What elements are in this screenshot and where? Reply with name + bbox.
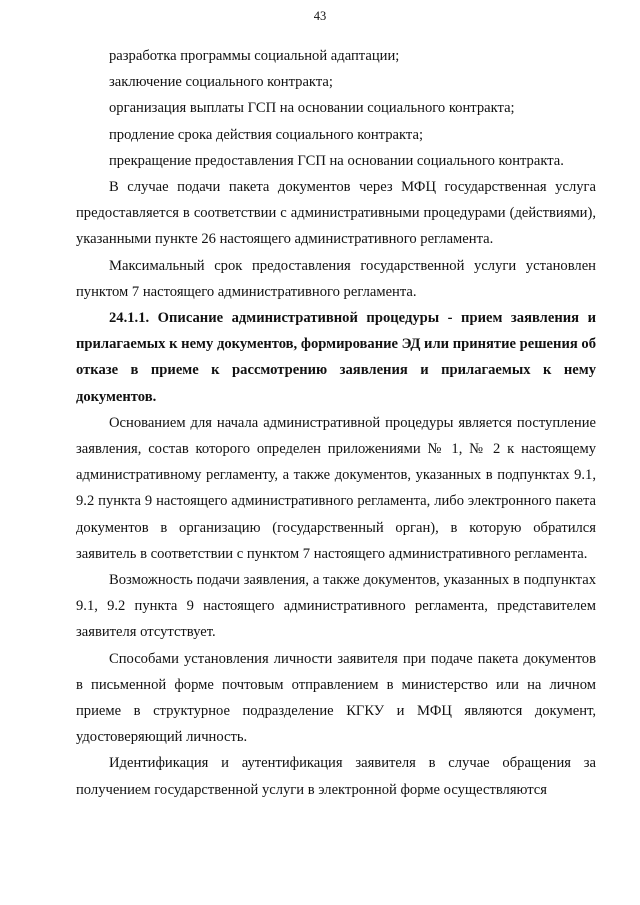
paragraph-procedure-basis: Основанием для начала административной процедуры является поступление заявления, состав которого определен приложениями № 1, № 2 к настоящему административному регламенту, а также документов, указанных в подпунктах 9.1, 9.2 пункта 9 настоящего административного регламента, либо электронного пакета документов в организацию (государственный орган), в которую обратился заявитель в соответствии с пунктом 7 настоящего административного регламента. [76, 414, 596, 562]
list-item-payment-termination: прекращение предоставления ГСП на основании социального контракта. [109, 152, 564, 169]
paragraph-max-duration: Максимальный срок предоставления государственной услуги установлен пунктом 7 настоящего административного регламента. [76, 257, 596, 300]
list-item-contract-conclusion: заключение социального контракта; [109, 74, 333, 91]
paragraph-mfc-submission: В случае подачи пакета документов через МФЦ государственная услуга предоставляется в соответствии с административными процедурами (действиями), указанными пункте 26 настоящего административного регламента. [76, 179, 596, 248]
list-item-payment-organization: организация выплаты ГСП на основании социального контракта; [109, 100, 515, 117]
list-item-adaptation-program: разработка программы социальной адаптации; [109, 48, 400, 64]
list-item-contract-extension: продление срока действия социального контракта; [109, 126, 423, 143]
document-body [76, 43, 596, 803]
page-number: 43 [313, 9, 327, 23]
paragraph-representative: Возможность подачи заявления, а также документов, указанных в подпунктах 9.1, 9.2 пункта 9 настоящего административного регламента, представителем заявителя отсутствует. [76, 572, 596, 641]
paragraph-identity-verification: Способами установления личности заявителя при подаче пакета документов в письменной форме почтовым отправлением в министерство или на личном приеме в структурное подразделение КГКУ и МФЦ являются документ, удостоверяющий личность. [76, 650, 596, 746]
section-heading-24-1-1: 24.1.1. Описание административной процедуры - прием заявления и прилагаемых к нему документов, формирование ЭД или принятие решения об отказе в приеме к рассмотрению заявления и прилагаемых к нему документов. [76, 310, 596, 405]
paragraph-identification: Идентификация и аутентификация заявителя в случае обращения за получением государственной услуги в электронной форме осуществляются [76, 755, 596, 798]
